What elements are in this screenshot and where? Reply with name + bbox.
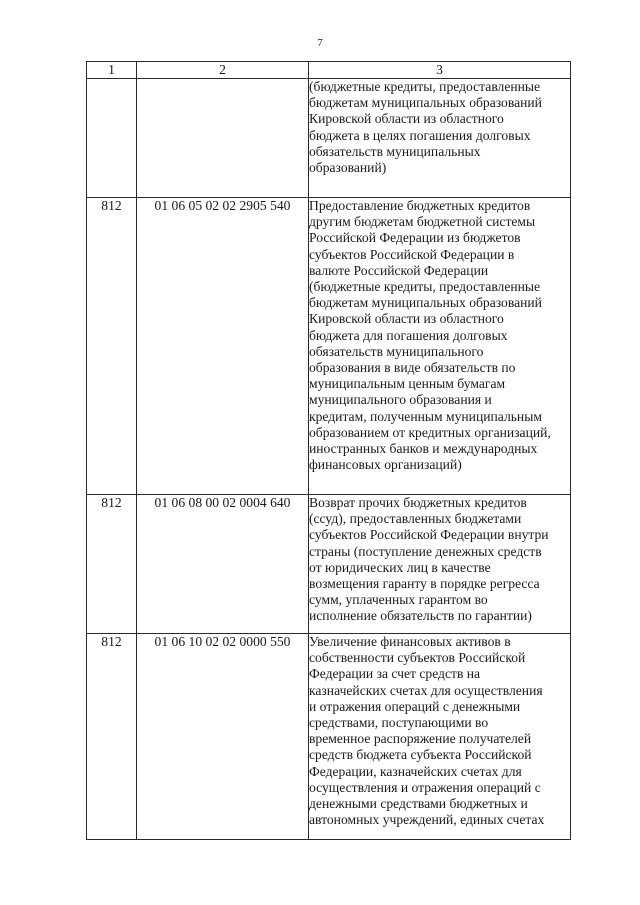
description-line: Российской Федерации из бюджетов — [309, 230, 521, 246]
table-header-row — [87, 62, 571, 79]
description-line: бюджета для погашения долговых — [309, 327, 508, 343]
description-line: Кировской области из областного — [309, 311, 504, 327]
page-number: 7 — [317, 37, 323, 49]
description-line: осуществления и отражения операций с — [309, 779, 541, 795]
description-line: бюджетам муниципальных образований — [309, 95, 542, 111]
description-line: образований) — [309, 160, 387, 176]
description-line: другим бюджетам бюджетной системы — [309, 214, 536, 230]
description-cell — [309, 495, 571, 634]
budget-classification-code-cell: 01 06 08 00 02 0004 640 — [137, 495, 309, 634]
description-line: возмещения гаранту в порядке регресса — [309, 576, 540, 592]
description-line: и отражения операций с денежными — [309, 698, 521, 714]
table-row — [87, 495, 571, 634]
description-line: образования в виде обязательств по — [309, 360, 516, 376]
table-row — [87, 634, 571, 840]
description-line: образованием от кредитных организаций, — [309, 424, 551, 440]
description-line: финансовых организаций) — [309, 457, 462, 473]
description-line: от юридических лиц в качестве — [309, 559, 491, 575]
description-line: бюджетам муниципальных образований — [309, 295, 542, 311]
description-line: Федерации за счет средств на — [309, 666, 481, 682]
description-line: субъектов Российской Федерации внутри — [309, 527, 549, 543]
description-line: Предоставление бюджетных кредитов — [309, 198, 531, 213]
description-line: обязательств муниципальных — [309, 143, 481, 159]
description-cell — [309, 198, 571, 495]
description-line: муниципальным ценным бумагам — [309, 376, 506, 392]
budget-classification-code-cell: 01 06 05 02 02 2905 540 — [137, 198, 309, 495]
table-row — [87, 79, 571, 198]
description-line: субъектов Российской Федерации в — [309, 246, 515, 262]
header-column-1: 1 — [87, 62, 137, 79]
budget-classification-code-cell — [137, 79, 309, 198]
description-line: временное распоряжение получателей — [309, 731, 532, 747]
description-line: Федерации, казначейских счетах для — [309, 763, 522, 779]
description-cell — [309, 79, 571, 198]
description-line: (ссуд), предоставленных бюджетами — [309, 511, 522, 527]
administrator-code-cell: 812 — [87, 495, 137, 634]
description-line: валюте Российской Федерации — [309, 262, 489, 278]
description-line: (бюджетные кредиты, предоставленные — [309, 79, 541, 94]
description-line: казначейских счетах для осуществления — [309, 682, 543, 698]
description-line: Возврат прочих бюджетных кредитов — [309, 495, 527, 510]
description-line: Кировской области из областного — [309, 111, 504, 127]
description-line: средствами, поступающими во — [309, 715, 489, 731]
description-line: кредитам, полученным муниципальным — [309, 408, 542, 424]
administrator-code-cell — [87, 79, 137, 198]
description-line: автономных учреждений, единых счетах — [309, 812, 545, 828]
description-line: исполнение обязательств по гарантии) — [309, 608, 532, 624]
budget-classification-code-cell: 01 06 10 02 02 0000 550 — [137, 634, 309, 840]
budget-codes-table — [86, 61, 571, 840]
description-line: бюджета в целях погашения долговых — [309, 127, 531, 143]
header-column-2: 2 — [137, 62, 309, 79]
description-line: собственности субъектов Российской — [309, 650, 526, 666]
description-line: муниципального образования и — [309, 392, 492, 408]
description-line: иностранных банков и международных — [309, 441, 538, 457]
description-line: страны (поступление денежных средств — [309, 543, 542, 559]
header-column-3: 3 — [309, 62, 571, 79]
description-line: Увеличение финансовых активов в — [309, 634, 511, 649]
description-line: обязательств муниципального — [309, 343, 484, 359]
description-line: средств бюджета субъекта Российской — [309, 747, 532, 763]
administrator-code-cell: 812 — [87, 634, 137, 840]
table-row — [87, 198, 571, 495]
description-line: денежными средствами бюджетных и — [309, 796, 528, 812]
description-line: (бюджетные кредиты, предоставленные — [309, 279, 541, 295]
description-line: сумм, уплаченных гарантом во — [309, 592, 488, 608]
administrator-code-cell: 812 — [87, 198, 137, 495]
description-cell — [309, 634, 571, 840]
